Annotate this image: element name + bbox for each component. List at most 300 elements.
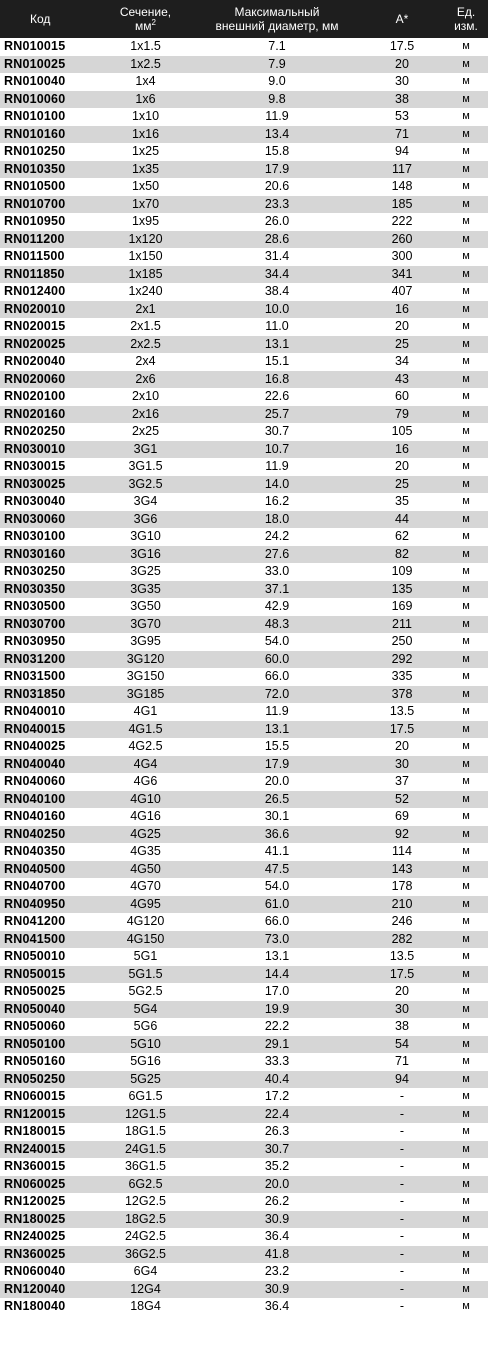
amperage-cell: 71 (395, 126, 409, 141)
code-cell: RN360015 (4, 1159, 66, 1173)
section-cell: 5G25 (130, 1071, 161, 1086)
table-row (0, 773, 488, 791)
amperage-cell: 94 (395, 144, 409, 158)
section-cell: 5G1 (133, 949, 158, 963)
amperage-cell: 82 (395, 546, 409, 561)
section-cell: 1x25 (131, 144, 160, 158)
unit-cell: м (462, 915, 470, 927)
unit-cell: м (462, 145, 470, 157)
table-row (0, 1298, 488, 1316)
amperage-cell: - (399, 1124, 405, 1138)
table-row (0, 301, 488, 319)
table-row (0, 266, 488, 284)
amperage-cell: - (399, 1211, 405, 1226)
code-cell: RN050160 (4, 1054, 66, 1068)
section-cell: 1x240 (128, 284, 163, 298)
section-cell: 3G150 (126, 669, 165, 683)
section-cell: 5G10 (130, 1036, 161, 1051)
header-amperage: А* (395, 12, 409, 26)
code-cell: RN020160 (4, 406, 66, 421)
unit-cell: м (462, 792, 470, 805)
unit-cell: м (462, 320, 470, 332)
section-cell: 1x10 (131, 109, 160, 123)
section-cell: 4G35 (130, 844, 161, 858)
code-cell: RN010040 (4, 74, 66, 88)
table-row (0, 1123, 488, 1141)
section-cell: 18G4 (130, 1299, 161, 1313)
table-row (0, 738, 488, 756)
amperage-cell: 211 (392, 616, 412, 631)
amperage-cell: 20 (395, 984, 409, 998)
amperage-cell: 30 (395, 74, 409, 88)
diameter-cell: 7.9 (268, 56, 286, 71)
table-row (0, 231, 488, 249)
diameter-cell: 13.1 (264, 721, 290, 736)
code-cell: RN040350 (4, 844, 66, 858)
amperage-cell: 335 (391, 669, 413, 683)
amperage-cell: 222 (391, 214, 413, 228)
code-cell: RN010060 (4, 91, 66, 106)
table-row (0, 983, 488, 1001)
code-cell: RN020015 (4, 319, 66, 333)
amperage-cell: 37 (395, 774, 409, 788)
amperage-cell: 79 (395, 406, 409, 421)
unit-cell: м (462, 617, 470, 630)
unit-cell: м (462, 1090, 470, 1102)
amperage-cell: 17.5 (389, 966, 415, 981)
unit-cell: м (462, 810, 470, 822)
amperage-cell: 38 (395, 1019, 409, 1033)
code-cell: RN040060 (4, 774, 66, 788)
unit-cell: м (462, 372, 470, 385)
table-row (0, 896, 488, 914)
diameter-cell: 22.6 (264, 389, 290, 403)
unit-cell: м (462, 390, 470, 402)
diameter-cell: 26.0 (264, 214, 290, 228)
diameter-cell: 30.1 (264, 809, 290, 823)
amperage-cell: 71 (395, 1054, 409, 1068)
unit-cell: м (462, 162, 470, 175)
diameter-cell: 9.8 (268, 91, 286, 106)
section-cell: 1x35 (131, 161, 160, 176)
unit-cell: м (462, 1300, 470, 1312)
table-row (0, 248, 488, 266)
amperage-cell: 169 (391, 599, 413, 613)
amperage-cell: 54 (395, 1036, 409, 1051)
table-row (0, 1246, 488, 1264)
diameter-cell: 13.1 (264, 949, 290, 963)
diameter-cell: 23.2 (264, 1264, 290, 1278)
code-cell: RN031200 (4, 651, 66, 666)
table-row (0, 616, 488, 634)
diameter-cell: 11.9 (265, 109, 289, 123)
code-cell: RN011200 (4, 231, 65, 246)
diameter-cell: 30.9 (264, 1211, 290, 1226)
section-cell: 24G2.5 (124, 1229, 166, 1243)
table-row (0, 1281, 488, 1299)
unit-cell: м (462, 460, 470, 472)
amperage-cell: - (399, 1246, 405, 1261)
table-row (0, 1141, 488, 1159)
diameter-cell: 14.0 (264, 476, 290, 491)
code-cell: RN180040 (4, 1299, 66, 1313)
unit-cell: м (462, 967, 470, 980)
diameter-cell: 14.4 (264, 966, 290, 981)
code-cell: RN030950 (4, 634, 66, 648)
diameter-cell: 66.0 (264, 914, 290, 928)
code-cell: RN060015 (4, 1089, 66, 1103)
section-cell: 1x16 (131, 126, 160, 141)
table-header (0, 0, 488, 38)
unit-cell: м (462, 1212, 470, 1225)
unit-cell: м (462, 355, 470, 367)
amperage-cell: 185 (391, 196, 413, 211)
section-cell: 3G10 (130, 529, 161, 543)
amperage-cell: 20 (395, 56, 409, 71)
diameter-cell: 20.6 (264, 179, 290, 193)
table-row (0, 791, 488, 809)
section-cell: 1x120 (128, 231, 163, 246)
section-cell: 1x2.5 (130, 56, 161, 71)
table-row (0, 91, 488, 109)
code-cell: RN240025 (4, 1229, 66, 1243)
unit-cell: м (462, 880, 470, 892)
amperage-cell: 16 (395, 301, 409, 316)
unit-cell: м (462, 57, 470, 70)
table-row (0, 511, 488, 529)
table-row (0, 1036, 488, 1054)
table-row (0, 38, 488, 56)
diameter-cell: 36.4 (264, 1299, 290, 1313)
section-cell: 2x4 (135, 354, 156, 368)
code-cell: RN010700 (4, 196, 66, 211)
header-diameter: Максимальный внешний диаметр, мм (215, 5, 339, 33)
table-row (0, 406, 488, 424)
code-cell: RN031850 (4, 686, 66, 701)
table-row (0, 283, 488, 301)
amperage-cell: - (399, 1176, 405, 1191)
code-cell: RN040250 (4, 826, 66, 841)
amperage-cell: - (399, 1264, 405, 1278)
unit-cell: м (462, 442, 470, 455)
unit-cell: м (462, 250, 470, 262)
unit-cell: м (462, 582, 470, 595)
unit-cell: м (462, 547, 470, 560)
unit-cell: м (462, 92, 470, 105)
unit-cell: м (462, 1002, 470, 1015)
unit-cell: м (462, 267, 470, 280)
code-cell: RN040040 (4, 756, 66, 771)
unit-cell: м (462, 1037, 470, 1050)
code-cell: RN030250 (4, 564, 66, 578)
code-cell: RN040010 (4, 704, 66, 718)
table-row (0, 1071, 488, 1089)
unit-cell: м (462, 565, 470, 577)
amperage-cell: 341 (391, 266, 413, 281)
table-row (0, 441, 488, 459)
table-row (0, 1088, 488, 1106)
diameter-cell: 35.2 (264, 1159, 290, 1173)
amperage-cell: 148 (391, 179, 413, 193)
amperage-cell: 282 (391, 931, 413, 946)
unit-cell: м (462, 845, 470, 857)
section-cell: 1x185 (128, 266, 163, 281)
section-cell: 4G1.5 (128, 721, 163, 736)
unit-cell: м (462, 197, 470, 210)
table-row (0, 423, 488, 441)
code-cell: RN050250 (4, 1071, 66, 1086)
amperage-cell: 250 (391, 634, 413, 648)
table-row (0, 213, 488, 231)
section-cell: 4G70 (130, 879, 161, 893)
amperage-cell: 35 (395, 494, 409, 508)
code-cell: RN040015 (4, 721, 66, 736)
section-cell: 3G35 (130, 581, 161, 596)
table-row (0, 73, 488, 91)
unit-cell: м (462, 950, 470, 962)
table-row (0, 808, 488, 826)
diameter-cell: 36.6 (264, 826, 290, 841)
section-cell: 1x4 (135, 74, 156, 88)
amperage-cell: 13.5 (389, 704, 415, 718)
unit-cell: м (462, 932, 470, 945)
code-cell: RN041200 (4, 914, 66, 928)
amperage-cell: 92 (395, 826, 409, 841)
unit-cell: м (462, 652, 470, 665)
table-row (0, 388, 488, 406)
unit-cell: м (462, 337, 470, 350)
amperage-cell: 30 (395, 1001, 409, 1016)
diameter-cell: 16.8 (264, 371, 290, 386)
section-cell: 6G1.5 (128, 1089, 163, 1103)
section-cell: 3G25 (130, 564, 161, 578)
amperage-cell: 292 (391, 651, 413, 666)
code-cell: RN010015 (4, 39, 66, 53)
section-cell: 4G2.5 (128, 739, 163, 753)
table-body (0, 38, 488, 1316)
unit-cell: м (462, 407, 470, 420)
amperage-cell: 43 (395, 371, 409, 386)
unit-cell: м (462, 477, 470, 490)
diameter-cell: 36.4 (264, 1229, 290, 1243)
diameter-cell: 20.0 (264, 1176, 290, 1191)
code-cell: RN040100 (4, 791, 66, 806)
section-cell: 2x16 (131, 406, 160, 421)
diameter-cell: 30.7 (264, 1141, 290, 1156)
section-cell: 5G16 (130, 1054, 161, 1068)
amperage-cell: - (399, 1141, 405, 1156)
section-cell: 12G4 (130, 1281, 161, 1296)
diameter-cell: 17.2 (264, 1089, 290, 1103)
code-cell: RN040500 (4, 861, 66, 876)
amperage-cell: 17.5 (389, 721, 415, 736)
code-cell: RN030060 (4, 511, 66, 526)
code-cell: RN040950 (4, 896, 66, 911)
diameter-cell: 26.5 (264, 791, 290, 806)
unit-cell: м (462, 1020, 470, 1032)
table-row (0, 318, 488, 336)
unit-cell: м (462, 600, 470, 612)
diameter-cell: 17.9 (264, 161, 290, 176)
amperage-cell: 52 (395, 791, 409, 806)
section-cell: 1x95 (131, 214, 160, 228)
amperage-cell: - (399, 1281, 405, 1296)
section-cell: 3G6 (133, 511, 158, 526)
section-cell: 3G70 (130, 616, 161, 631)
amperage-cell: 53 (395, 109, 409, 123)
section-cell: 4G1 (133, 704, 158, 718)
amperage-cell: 25 (395, 336, 409, 351)
amperage-cell: 38 (395, 91, 409, 106)
amperage-cell: - (399, 1089, 405, 1103)
amperage-cell: - (399, 1299, 405, 1313)
table-row (0, 353, 488, 371)
section-cell: 3G50 (130, 599, 161, 613)
unit-cell: м (462, 1282, 470, 1295)
table-row (0, 686, 488, 704)
table-row (0, 1158, 488, 1176)
unit-cell: м (462, 1265, 470, 1277)
section-cell: 4G95 (130, 896, 161, 911)
unit-cell: м (462, 1195, 470, 1207)
diameter-cell: 41.8 (264, 1246, 290, 1261)
diameter-cell: 41.1 (264, 844, 290, 858)
table-row (0, 1176, 488, 1194)
table-row (0, 826, 488, 844)
unit-cell: м (462, 75, 470, 87)
amperage-cell: 20 (395, 739, 409, 753)
code-cell: RN020025 (4, 336, 66, 351)
unit-cell: м (462, 722, 470, 735)
diameter-cell: 48.3 (264, 616, 290, 631)
amperage-cell: 178 (391, 879, 413, 893)
code-cell: RN240015 (4, 1141, 66, 1156)
table-row (0, 56, 488, 74)
section-cell: 1x1.5 (130, 39, 161, 53)
table-row (0, 1001, 488, 1019)
section-cell: 2x6 (135, 371, 156, 386)
unit-cell: м (462, 757, 470, 770)
amperage-cell: 300 (391, 249, 413, 263)
table-row (0, 476, 488, 494)
diameter-cell: 40.4 (264, 1071, 290, 1086)
diameter-cell: 60.0 (264, 651, 290, 666)
code-cell: RN010250 (4, 144, 66, 158)
amperage-cell: - (399, 1159, 405, 1173)
code-cell: RN030160 (4, 546, 66, 561)
table-row (0, 563, 488, 581)
table-row (0, 161, 488, 179)
section-cell: 3G1 (133, 441, 158, 456)
diameter-cell: 30.7 (264, 424, 290, 438)
code-cell: RN050100 (4, 1036, 66, 1051)
code-cell: RN020250 (4, 424, 66, 438)
table-row (0, 598, 488, 616)
table-row (0, 721, 488, 739)
code-cell: RN040160 (4, 809, 66, 823)
amperage-cell: 246 (391, 914, 413, 928)
section-cell: 18G1.5 (124, 1124, 166, 1138)
code-cell: RN020100 (4, 389, 66, 403)
table-row (0, 108, 488, 126)
section-cell: 24G1.5 (124, 1141, 166, 1156)
code-cell: RN050040 (4, 1001, 66, 1016)
table-row (0, 966, 488, 984)
section-cell: 36G1.5 (124, 1159, 166, 1173)
unit-cell: м (462, 1230, 470, 1242)
table-row (0, 493, 488, 511)
code-cell: RN050015 (4, 966, 66, 981)
amperage-cell: 17.5 (389, 39, 415, 53)
diameter-cell: 33.3 (264, 1054, 290, 1068)
code-cell: RN060040 (4, 1264, 66, 1278)
section-cell: 2x25 (131, 424, 160, 438)
amperage-cell: 62 (395, 529, 409, 543)
diameter-cell: 28.6 (264, 231, 290, 246)
table-row (0, 126, 488, 144)
header-section: Сечение, $мм^2$ (119, 5, 172, 33)
diameter-cell: 11.9 (265, 459, 289, 473)
code-cell: RN050060 (4, 1019, 66, 1033)
section-cell: 5G1.5 (128, 966, 163, 981)
code-cell: RN030700 (4, 616, 66, 631)
diameter-cell: 13.1 (264, 336, 290, 351)
table-row (0, 371, 488, 389)
diameter-cell: 37.1 (264, 581, 290, 596)
amperage-cell: 34 (395, 354, 409, 368)
code-cell: RN180025 (4, 1211, 66, 1226)
table-row (0, 1106, 488, 1124)
diameter-cell: 17.0 (264, 984, 290, 998)
unit-cell: м (462, 1055, 470, 1067)
code-cell: RN030100 (4, 529, 66, 543)
diameter-cell: 73.0 (264, 931, 290, 946)
diameter-cell: 72.0 (264, 686, 290, 701)
section-cell: 12G2.5 (124, 1194, 166, 1208)
code-cell: RN010160 (4, 126, 66, 141)
section-cell: 4G50 (130, 861, 161, 876)
diameter-cell: 33.0 (264, 564, 290, 578)
table-row (0, 1193, 488, 1211)
diameter-cell: 26.2 (264, 1194, 290, 1208)
code-cell: RN120025 (4, 1194, 66, 1208)
table-row (0, 931, 488, 949)
code-cell: RN010500 (4, 179, 66, 193)
unit-cell: м (462, 215, 470, 227)
unit-cell: м (462, 740, 470, 752)
unit-cell: м (462, 180, 470, 192)
amperage-cell: 20 (395, 459, 409, 473)
section-cell: 4G150 (126, 931, 165, 946)
diameter-cell: 38.4 (264, 284, 290, 298)
diameter-cell: 30.9 (264, 1281, 290, 1296)
unit-cell: м (462, 495, 470, 507)
diameter-cell: 11.9 (265, 704, 289, 718)
unit-cell: м (462, 40, 470, 52)
section-cell: 6G2.5 (128, 1176, 163, 1191)
amperage-cell: 20 (395, 319, 409, 333)
code-cell: RN011500 (4, 249, 65, 263)
diameter-cell: 66.0 (264, 669, 290, 683)
section-cell: 3G1.5 (128, 459, 163, 473)
diameter-cell: 61.0 (264, 896, 290, 911)
unit-cell: м (462, 705, 470, 717)
diameter-cell: 15.1 (264, 354, 290, 368)
diameter-cell: 23.3 (264, 196, 290, 211)
amperage-cell: - (399, 1229, 405, 1243)
table-row (0, 1211, 488, 1229)
code-cell: RN012400 (4, 284, 66, 298)
